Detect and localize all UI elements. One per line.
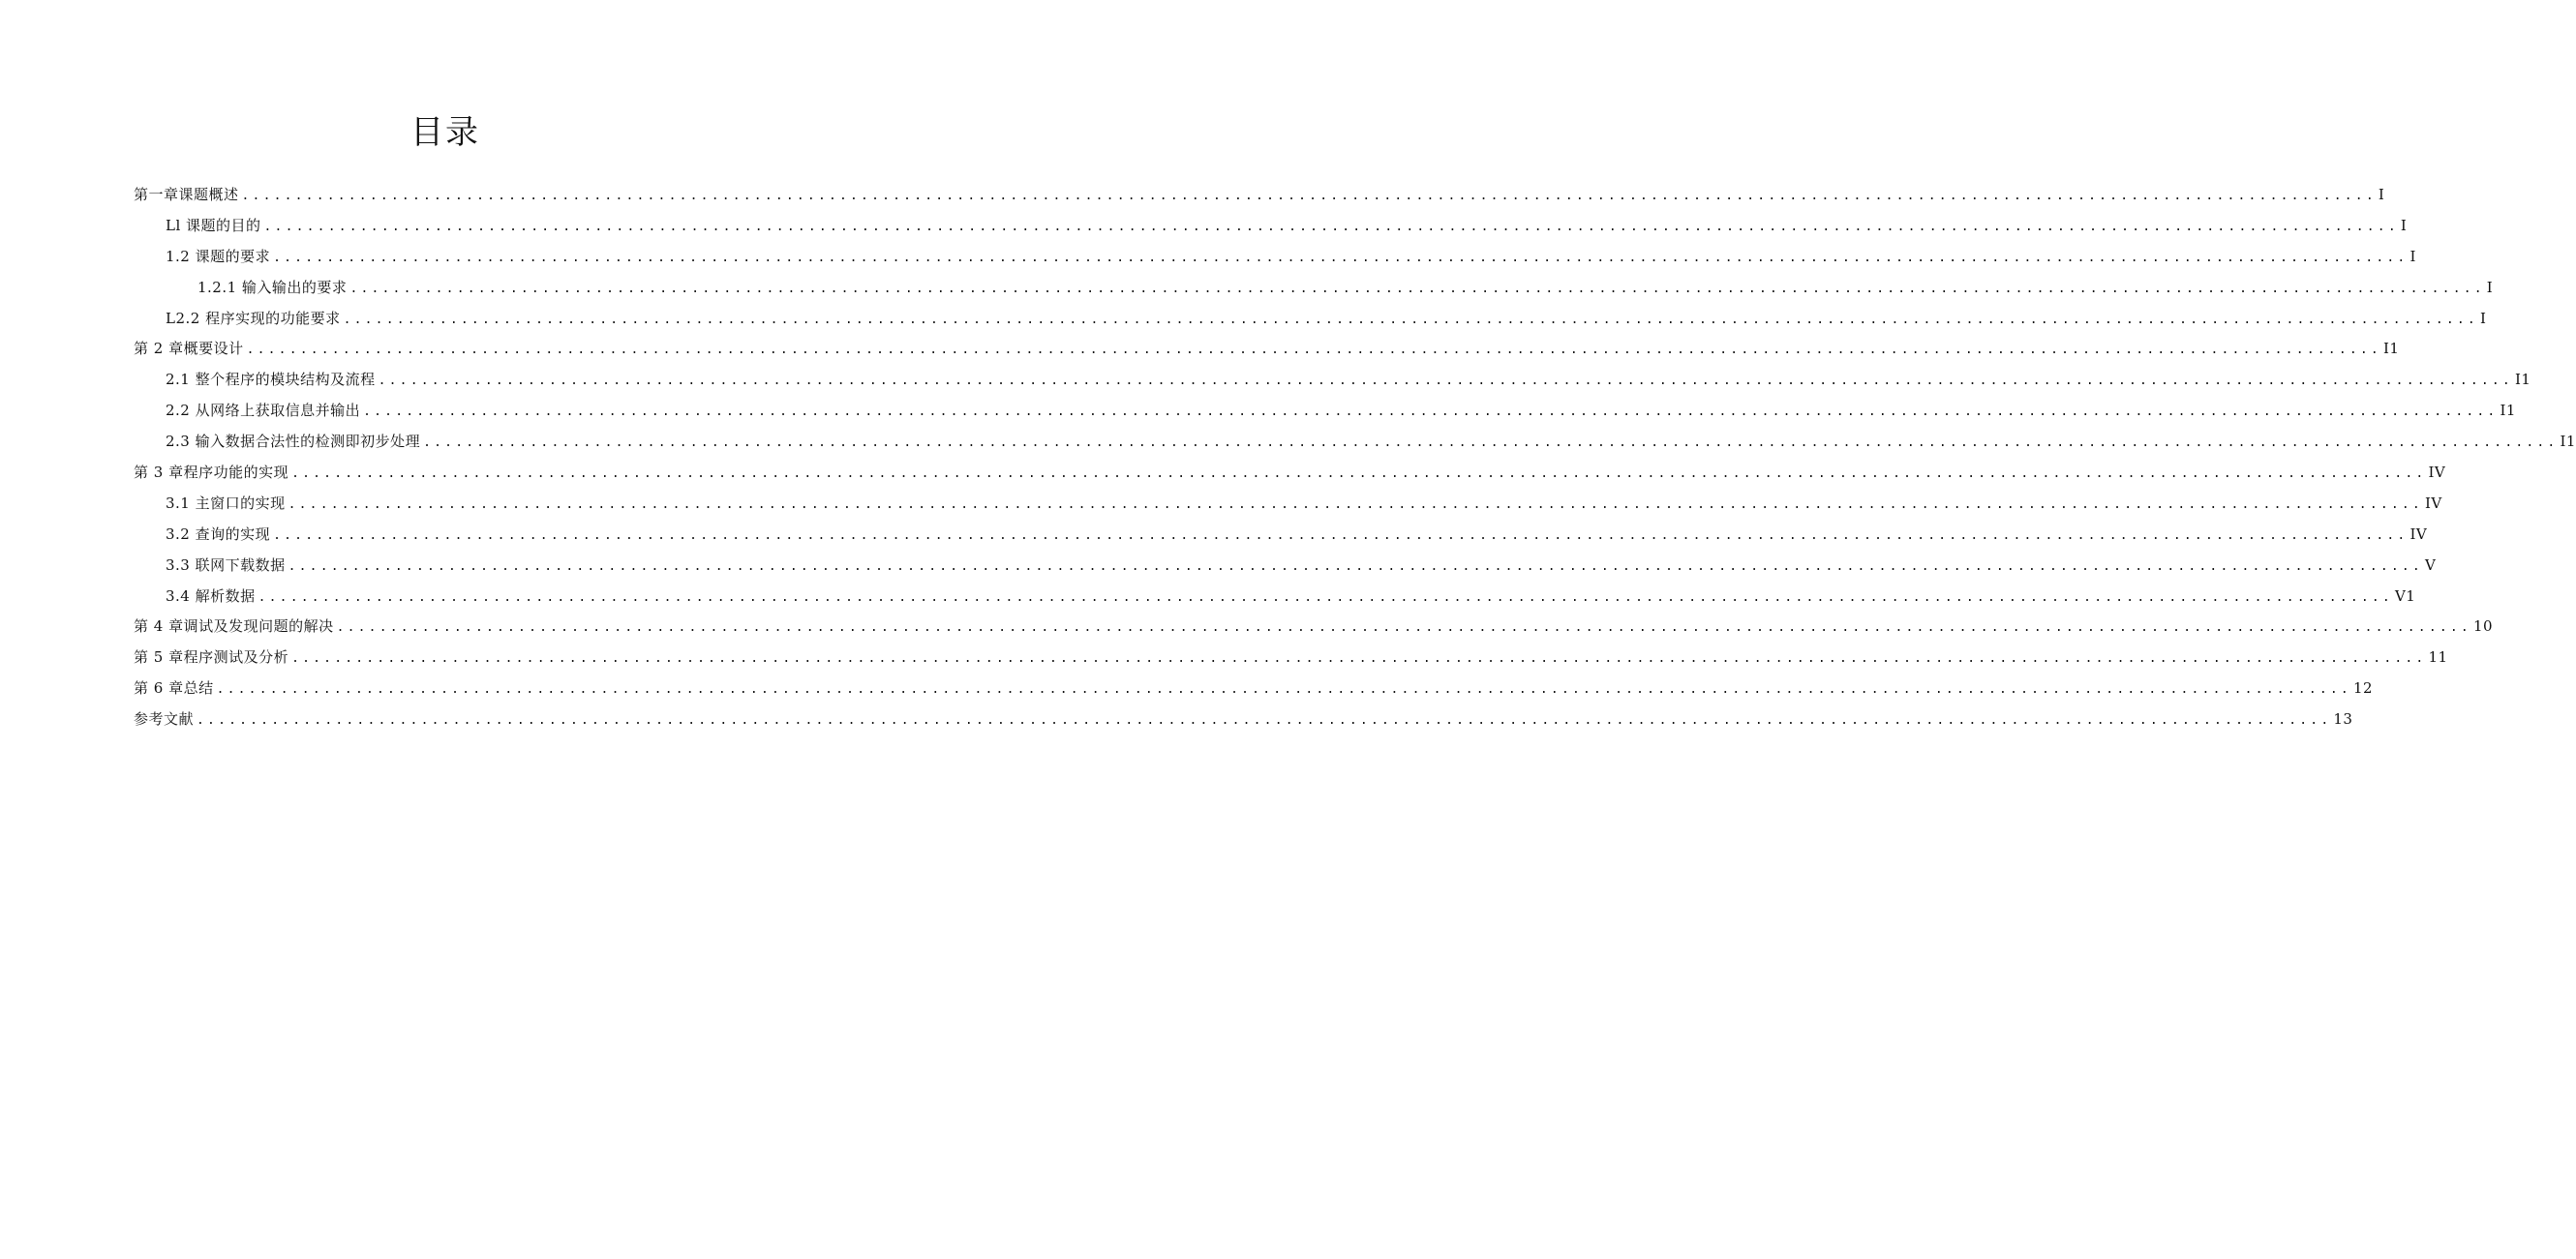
toc-entry-label: 第 4 章调试及发现问题的解决 [134,617,334,636]
toc-dot-leader: ........................................................................................................................................................................................................ [363,405,2499,420]
toc-entry [134,458,2446,489]
toc-entry-page: V [2424,555,2437,574]
toc-entry-label: 3.1 主窗口的实现 [166,494,286,512]
toc-entry-page: 12 [2352,679,2374,698]
table-of-contents [134,180,2576,735]
toc-entry-page: I [2409,247,2416,265]
toc-entry-label: 第一章课题概述 [134,186,239,203]
toc-dot-leader: ........................................................................................................................................................................................................ [288,496,2423,512]
toc-entry [134,674,2374,704]
toc-entry-label: 第 2 章概要设计 [134,340,244,358]
toc-entry-page: I [2486,278,2494,296]
toc-entry-page: 11 [2428,648,2448,667]
toc-dot-leader: ........................................................................................................................................................................................................ [246,343,2381,358]
toc-entry-label: 1.2.1 输入输出的要求 [197,278,348,296]
toc-entry-page: V1 [2394,586,2416,605]
toc-entry-label: 3.2 查询的实现 [166,525,271,543]
toc-entry-page: 13 [2333,710,2353,729]
toc-entry-label: 2.1 整个程序的模块结构及流程 [166,371,376,389]
toc-entry [134,612,2494,643]
toc-entry [134,365,2531,396]
toc-entry-label: 第 5 章程序测试及分析 [134,648,289,667]
toc-entry-page: I [2400,216,2408,234]
toc-entry [134,334,2400,365]
toc-dot-leader: ........................................................................................................................................................................................................ [273,527,2409,543]
toc-entry-label: 参考文献 [134,710,195,729]
toc-entry-page: IV [2428,464,2446,482]
toc-entry [134,396,2516,427]
toc-dot-leader: ........................................................................................................................................................................................................ [263,219,2399,234]
toc-entry-label: 2.2 从网络上获取信息并输出 [166,402,361,420]
toc-dot-leader: ........................................................................................................................................................................................................ [258,589,2393,605]
toc-dot-leader: ........................................................................................................................................................................................................ [273,250,2409,265]
toc-entry [134,211,2408,242]
toc-dot-leader: ........................................................................................................................................................................................................ [197,713,2332,729]
toc-dot-leader: ........................................................................................................................................................................................................ [291,651,2427,667]
toc-dot-leader: ........................................................................................................................................................................................................ [291,466,2427,482]
toc-entry-label: 3.4 解析数据 [166,586,256,605]
toc-entry-page: I1 [2382,340,2400,358]
toc-entry [134,180,2385,211]
toc-entry-label: 第 3 章程序功能的实现 [134,464,289,482]
toc-entry [134,242,2416,273]
toc-entry-label: Ll 课题的目的 [166,216,261,234]
toc-entry [134,427,2576,458]
page-title: 目录 [410,113,480,152]
toc-entry-page: IV [2424,494,2442,512]
toc-entry-label: 3.3 联网下载数据 [166,555,286,574]
toc-dot-leader: ........................................................................................................................................................................................................ [343,312,2478,327]
toc-dot-leader: ........................................................................................................................................................................................................ [336,620,2471,636]
toc-entry-page: IV [2409,525,2428,543]
toc-entry [134,520,2428,551]
toc-entry-label: 1.2 课题的要求 [166,247,271,265]
toc-entry-page: I1 [2500,402,2516,420]
toc-dot-leader: ........................................................................................................................................................................................................ [216,682,2351,698]
toc-entry-label: 第 6 章总结 [134,679,214,698]
toc-entry-label: 2.3 输入数据合法性的检测即初步处理 [166,433,421,451]
toc-entry-page: I1 [2560,433,2576,451]
toc-entry [134,551,2437,582]
toc-dot-leader: ........................................................................................................................................................................................................ [423,435,2559,451]
toc-entry [134,304,2487,335]
toc-dot-leader: ........................................................................................................................................................................................................ [288,558,2423,574]
toc-entry-page: I [2479,309,2487,327]
toc-entry-label: L2.2 程序实现的功能要求 [166,309,341,327]
toc-entry-page: I1 [2514,371,2531,389]
toc-entry [134,643,2448,674]
toc-entry [134,582,2416,613]
toc-dot-leader: ........................................................................................................................................................................................................ [378,374,2513,389]
toc-entry [134,489,2442,520]
toc-dot-leader: ........................................................................................................................................................................................................ [241,189,2377,203]
toc-entry [134,273,2494,304]
toc-entry [134,704,2353,735]
toc-entry-page: 10 [2472,617,2494,636]
toc-entry-page: I [2378,186,2385,203]
toc-dot-leader: ........................................................................................................................................................................................................ [349,281,2485,296]
